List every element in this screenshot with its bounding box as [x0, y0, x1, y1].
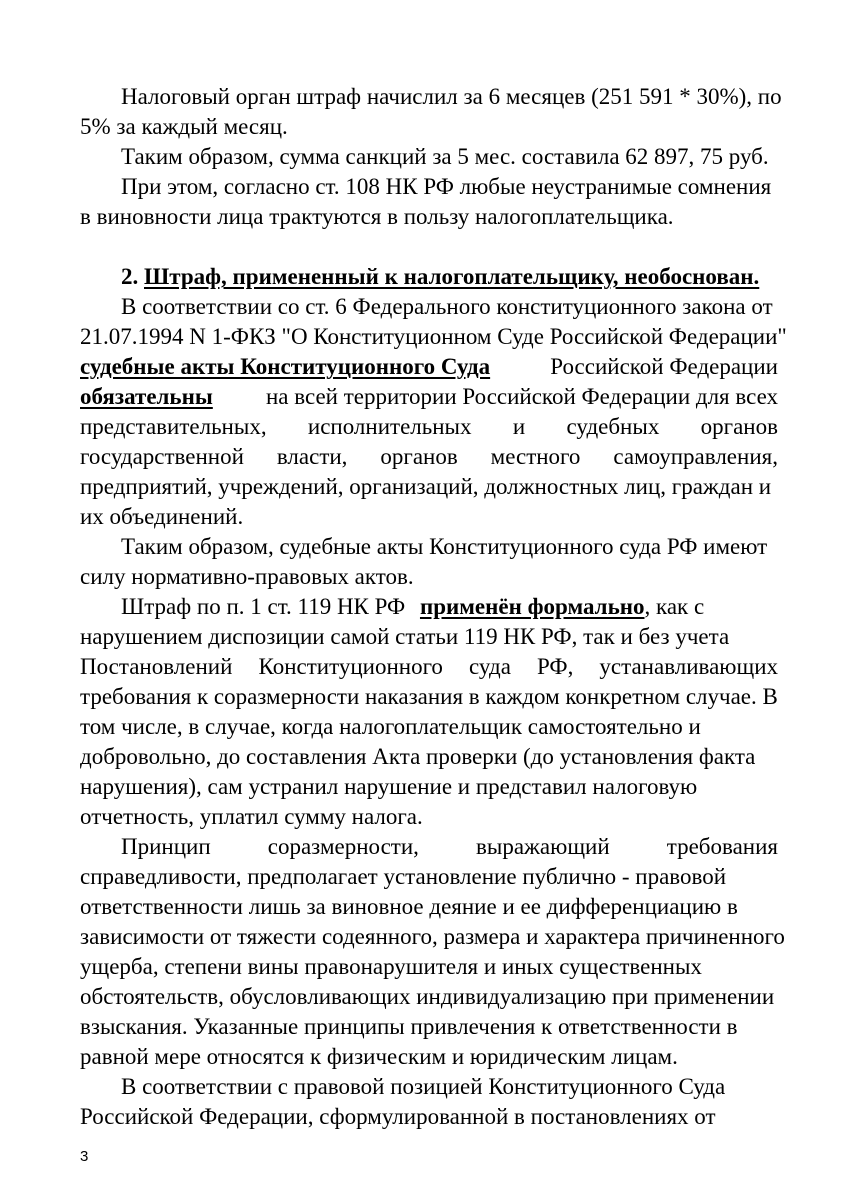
- line-text: справедливости, предполагает установление публично - правовой: [80, 864, 727, 889]
- word: власти,: [276, 444, 348, 469]
- text-line: [80, 622, 778, 652]
- text-line: [80, 1012, 778, 1042]
- paragraph-spacer: [80, 232, 778, 262]
- text-line: [80, 112, 778, 142]
- word: органов: [380, 444, 458, 469]
- word: судебных: [566, 414, 660, 439]
- line-text: добровольно, до составления Акта проверки (до установления факта: [80, 744, 756, 769]
- text-line: [80, 892, 778, 922]
- text-line: [80, 442, 778, 472]
- line-text: Российской Федерации, сформулированной в постановлениях от: [80, 1104, 716, 1129]
- line-text: 5% за каждый месяц.: [80, 114, 288, 139]
- heading-number: 2.: [121, 264, 139, 289]
- word: исполнительных: [307, 414, 472, 439]
- emphasis-text: применён формально: [419, 594, 645, 619]
- text-line: [80, 322, 787, 352]
- line-text: ответственности лишь за виновное деяние и ее дифференциацию в: [80, 894, 738, 919]
- text-line: [80, 982, 778, 1012]
- heading-text: Штраф, примененный к налогоплательщику, необоснован.: [144, 264, 760, 289]
- text-line: [80, 652, 778, 682]
- text-line: [80, 592, 778, 622]
- text-line: [80, 472, 778, 502]
- word: самоуправления,: [613, 444, 778, 469]
- line-text: ущерба, степени вины правонарушителя и иных существенных: [80, 954, 702, 979]
- word: требования: [666, 834, 778, 859]
- word: соразмерности,: [267, 834, 419, 859]
- text-line: [80, 352, 778, 382]
- line-text: Штраф по п. 1 ст. 119 НК РФ: [121, 594, 406, 619]
- line-text: Таким образом, сумма санкций за 5 мес. составила 62 897, 75 руб.: [121, 144, 769, 169]
- text-line: [80, 382, 778, 412]
- text-line: [80, 712, 778, 742]
- emphasis-text: обязательны: [80, 384, 213, 409]
- page-number: 3: [80, 1148, 89, 1165]
- text-line: [80, 1042, 778, 1072]
- text-line: [80, 862, 778, 892]
- text-line: [80, 292, 778, 322]
- text-line: [80, 82, 782, 112]
- line-text: В соответствии с правовой позицией Конституционного Суда: [121, 1074, 726, 1099]
- line-text: В соответствии со ст. 6 Федерального конституционного закона от: [121, 294, 773, 319]
- word: и: [512, 414, 526, 439]
- text-line: [80, 172, 778, 202]
- line-text: зависимости от тяжести содеянного, размера и характера причиненного: [80, 924, 785, 949]
- text-line: [80, 562, 778, 592]
- text-line: [80, 802, 778, 832]
- text-line: [80, 502, 778, 532]
- text-line: [80, 1072, 778, 1102]
- line-text: отчетность, уплатил сумму налога.: [80, 804, 423, 829]
- word: суда: [469, 654, 511, 679]
- word: Постановлений: [80, 654, 233, 679]
- line-text: 21.07.1994 N 1-ФКЗ "О Конституционном Суде Российской Федерации": [80, 324, 787, 349]
- word: представительных,: [80, 414, 267, 439]
- word: государственной: [80, 444, 244, 469]
- line-text: нарушения), сам устранил нарушение и представил налоговую: [80, 774, 698, 799]
- word: местного: [490, 444, 581, 469]
- line-text: требования к соразмерности наказания в каждом конкретном случае. В: [80, 684, 778, 709]
- word: Принцип: [121, 834, 211, 859]
- line-text: Налоговый орган штраф начислил за 6 месяцев (251 591 * 30%), по: [121, 84, 782, 109]
- text-line: [80, 142, 778, 172]
- text-line: [80, 1102, 778, 1132]
- line-text: в виновности лица трактуются в пользу налогоплательщика.: [80, 204, 674, 229]
- line-text: предприятий, учреждений, организаций, должностных лиц, граждан и: [80, 474, 772, 499]
- line-text: обстоятельств, обусловливающих индивидуализацию при применении: [80, 984, 775, 1009]
- text-line: [80, 412, 778, 442]
- line-text: , как с: [644, 594, 705, 619]
- line-text: равной мере относятся к физическим и юридическим лицам.: [80, 1044, 678, 1069]
- document-body: [80, 82, 787, 1132]
- text-line: [80, 952, 778, 982]
- line-text: нарушением диспозиции самой статьи 119 НК РФ, так и без учета: [80, 624, 730, 649]
- line-text: том числе, в случае, когда налогоплательщик самостоятельно и: [80, 714, 701, 739]
- word: устанавливающих: [599, 654, 778, 679]
- line-text: на всей территории Российской Федерации для всех: [265, 384, 778, 409]
- text-line: [80, 772, 778, 802]
- line-text: силу нормативно-правовых актов.: [80, 564, 414, 589]
- text-line: [80, 832, 778, 862]
- word: выражающий: [476, 834, 610, 859]
- text-line: [80, 682, 778, 712]
- word: РФ,: [537, 654, 574, 679]
- text-line: [80, 922, 785, 952]
- word: органов: [700, 414, 778, 439]
- word: Конституционного: [258, 654, 443, 679]
- section-heading: [80, 262, 778, 292]
- line-text: При этом, согласно ст. 108 НК РФ любые неустранимые сомнения: [121, 174, 772, 199]
- line-text: их объединений.: [80, 504, 244, 529]
- line-text: Российской Федерации: [550, 354, 778, 379]
- text-line: [80, 742, 778, 772]
- line-text: взыскания. Указанные принципы привлечения к ответственности в: [80, 1014, 738, 1039]
- text-line: [80, 202, 778, 232]
- text-line: [80, 532, 778, 562]
- emphasis-text: судебные акты Конституционного Суда: [80, 354, 491, 379]
- line-text: Таким образом, судебные акты Конституционного суда РФ имеют: [121, 534, 768, 559]
